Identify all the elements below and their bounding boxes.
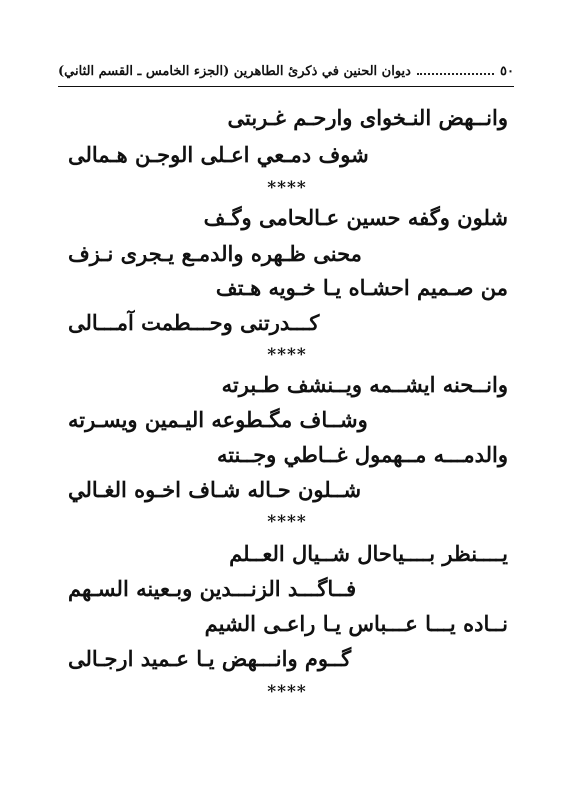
verse-line: شــلون حـاله شـاف اخـوه الغـالي: [68, 477, 362, 502]
verse-line: والدمـــه مــهمول غــاطي وجــنته: [216, 442, 508, 467]
verse-line: فــاگـــد الزنـــدين وبـعينه السـهم: [68, 576, 357, 601]
verse-line: شوف دمـعي اعـلى الوجـن هـمالى: [68, 142, 369, 167]
verse-line: شلون وگفه حسين عـالحامى وگـف: [203, 205, 508, 230]
stanza-separator: ****: [267, 512, 307, 532]
verse-line: وانــهض النـخواى وارحـم غـربتى: [227, 105, 508, 130]
stanza-separator: ****: [267, 345, 307, 365]
verse-line: گــوم وانـــهض يـا عـميد ارجـالى: [68, 646, 352, 671]
verse-line: نــاده يـــا عـــباس يـا راعـى الشيم: [204, 611, 508, 636]
stanza-separator: ****: [267, 682, 307, 702]
page-header: [58, 60, 514, 82]
verse-line: يــــنظر بــــياحال شــيال العــلم: [229, 541, 508, 566]
stanza-separator: ****: [267, 178, 307, 198]
verse-line: محنى ظـهره والدمـع يـجرى نـزف: [68, 241, 362, 266]
verse-line: كـــدرتنى وحـــطمت آمـــالى: [68, 310, 320, 335]
verse-line: من صـميم احشـاه يـا خـويه هـتف: [215, 275, 508, 300]
header-dot-leader: [417, 65, 494, 75]
page-number: ٥٠: [500, 63, 514, 79]
book-title: ديوان الحنين في ذكرئ الطاهرين (الجزء الخامس ـ القسم الثاني): [58, 63, 411, 79]
verse-line: وشــاف مگـطوعه اليـمين ويسـرته: [68, 407, 368, 432]
verse-line: وانــحنه ايشــمه ويــنشف طـبرته: [221, 372, 508, 397]
header-rule: [58, 86, 514, 87]
